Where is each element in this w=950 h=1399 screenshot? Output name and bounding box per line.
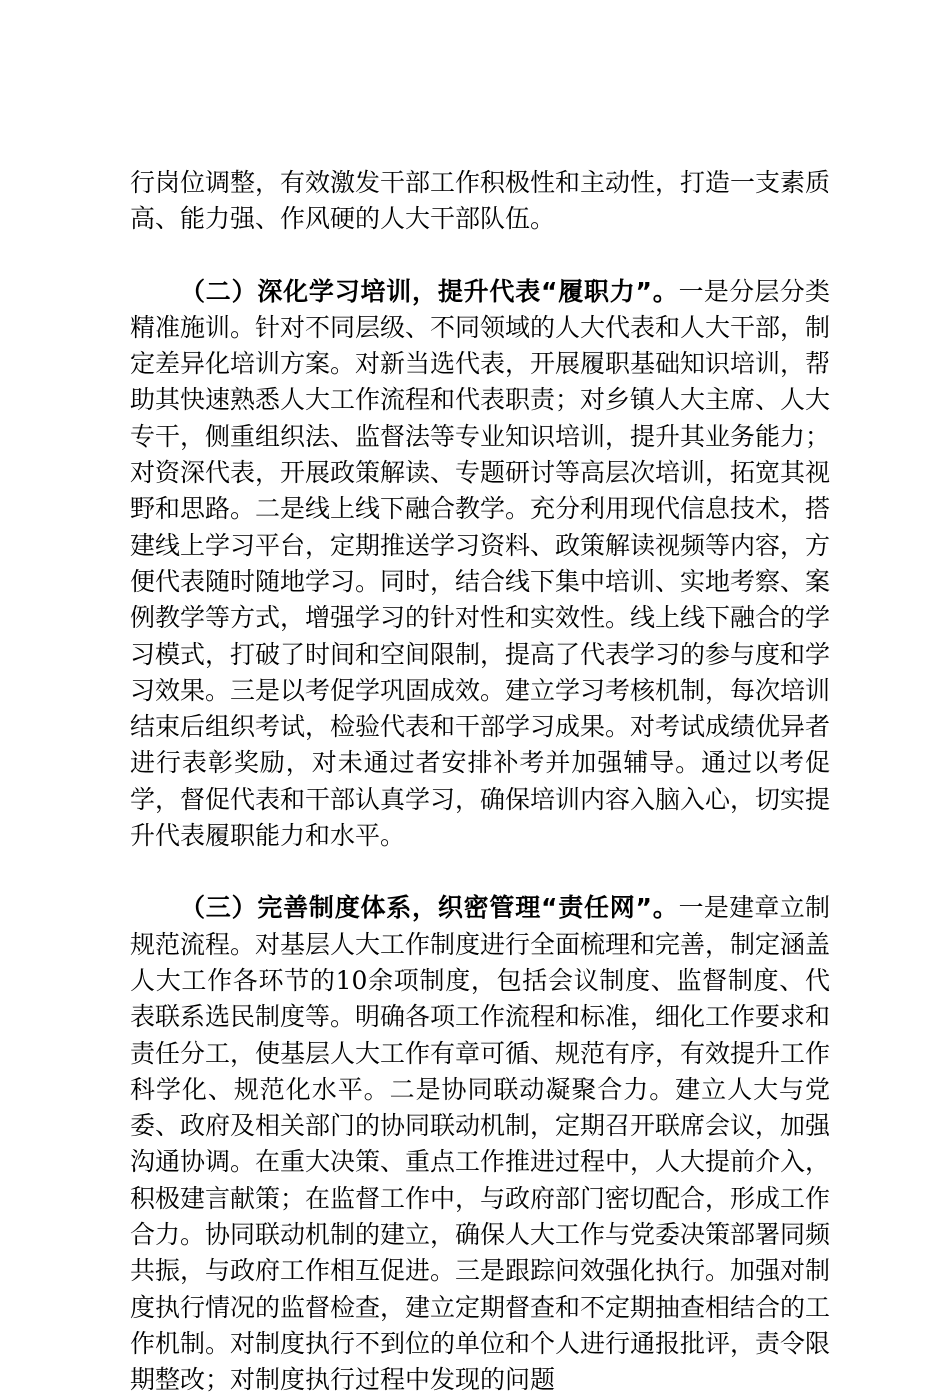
paragraph-section-3 (130, 890, 830, 1398)
section-heading: （三）完善制度体系，织密管理“责任网”。 (180, 893, 679, 923)
section-heading: （二）深化学习培训，提升代表“履职力”。 (180, 276, 679, 306)
paragraph-section-2 (130, 274, 830, 855)
document-page (130, 165, 830, 1399)
paragraph-body: 一是分层分类精准施训。针对不同层级、不同领域的人大代表和人大干部，制定差异化培训方案。对新当选代表，开展履职基础知识培训，帮助其快速熟悉人大工作流程和代表职责；对乡镇人大主席、人大专干，侧重组织法、监督法等专业知识培训，提升其业务能力；对资深代表，开展政策解读、专题研讨等高层次培训，拓宽其视野和思路。二是线上线下融合教学。充分利用现代信息技术，搭建线上学习平台，定期推送学习资料、政策解读视频等内容，方便代表随时随地学习。同时，结合线下集中培训、实地考察、案例教学等方式，增强学习的针对性和实效性。线上线下融合的学习模式，打破了时间和空间限制，提高了代表学习的参与度和学习效果。三是以考促学巩固成效。建立学习考核机制，每次培训结束后组织考试，检验代表和干部学习成果。对考试成绩优异者进行表彰奖励，对未通过者安排补考并加强辅导。通过以考促学，督促代表和干部认真学习，确保培训内容入脑入心，切实提升代表履职能力和水平。 (130, 276, 831, 851)
paragraph-continuation (130, 165, 830, 238)
paragraph-body: 行岗位调整，有效激发干部工作积极性和主动性，打造一支素质高、能力强、作风硬的人大干部队伍。 (130, 168, 831, 234)
paragraph-body: 一是建章立制规范流程。对基层人大工作制度进行全面梳理和完善，制定涵盖人大工作各环节的10余项制度，包括会议制度、监督制度、代表联系选民制度等。明确各项工作流程和标准，细化工作要求和责任分工，使基层人大工作有章可循、规范有序，有效提升工作科学化、规范化水平。二是协同联动凝聚合力。建立人大与党委、政府及相关部门的协同联动机制，定期召开联席会议，加强沟通协调。在重大决策、重点工作推进过程中，人大提前介入，积极建言献策；在监督工作中，与政府部门密切配合，形成工作合力。协同联动机制的建立，确保人大工作与党委决策部署同频共振，与政府工作相互促进。三是跟踪问效强化执行。加强对制度执行情况的监督检查，建立定期督查和不定期抽查相结合的工作机制。对制度执行不到位的单位和个人进行通报批评，责令限期整改；对制度执行过程中发现的问题 (130, 893, 831, 1395)
